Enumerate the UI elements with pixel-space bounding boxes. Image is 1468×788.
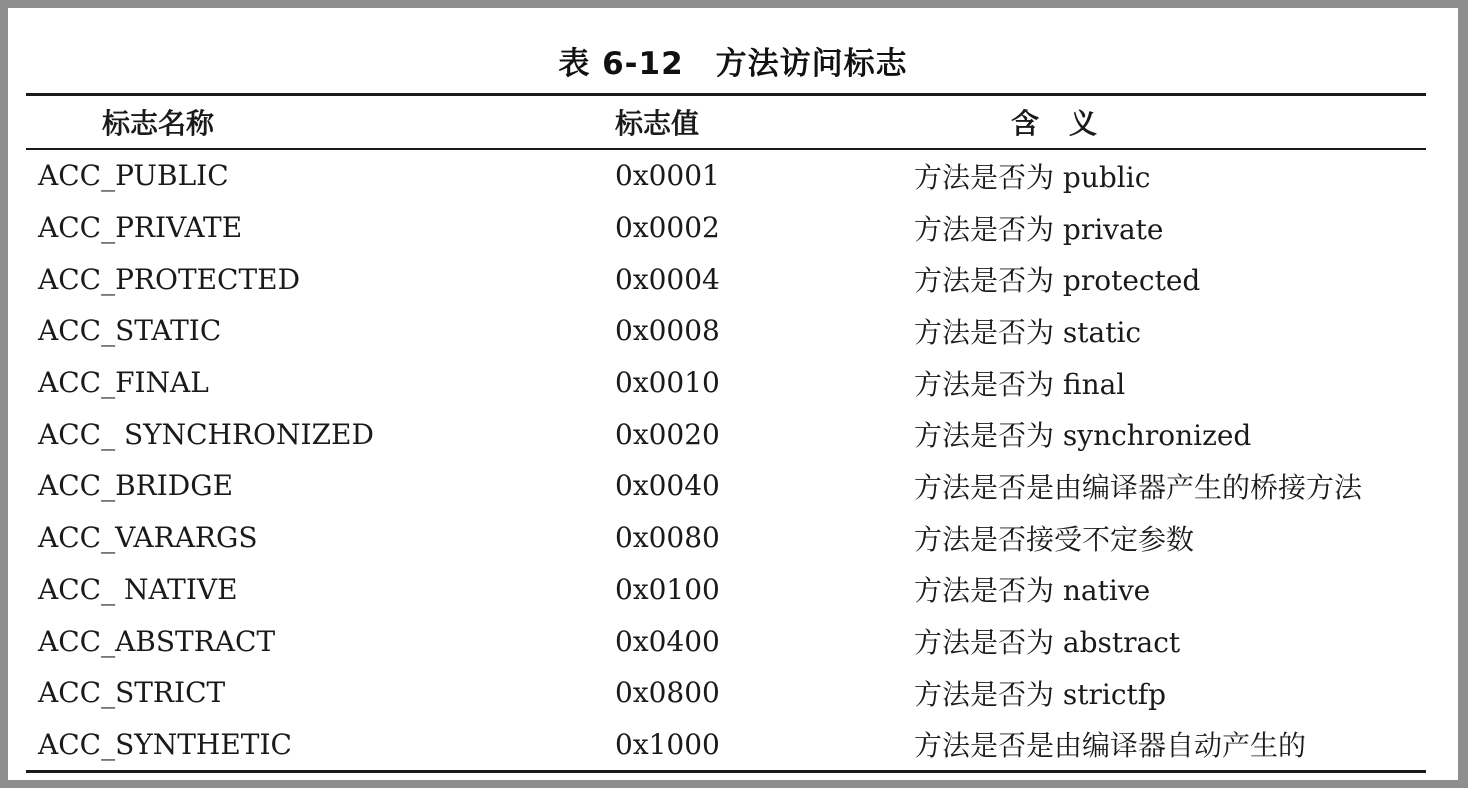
access-flags-table [26, 93, 1426, 773]
table-row [26, 253, 1426, 305]
flag-name-cell: ACC_PUBLIC [38, 159, 229, 193]
flag-meaning-cell: 方法是否是由编译器自动产生的 [914, 729, 1307, 763]
flag-name-cell: ACC_STRICT [38, 676, 226, 710]
flag-name-cell: ACC_ SYNCHRONIZED [38, 417, 374, 451]
flag-meaning-cell: 方法是否为 public [914, 160, 1151, 194]
table-bottom-rule [26, 770, 1426, 773]
flag-value-cell: 0x0002 [615, 211, 720, 245]
flag-meaning-cell: 方法是否为 protected [914, 264, 1201, 298]
flag-meaning-cell: 方法是否为 final [914, 367, 1126, 401]
flag-meaning-cell: 方法是否是由编译器产生的桥接方法 [914, 470, 1363, 504]
table-row [26, 202, 1426, 254]
flag-name-cell: ACC_PRIVATE [38, 211, 243, 245]
flag-name-cell: ACC_VARARGS [38, 521, 258, 555]
flag-name-cell: ACC_PROTECTED [38, 262, 301, 296]
flag-meaning-cell: 方法是否为 strictfp [914, 677, 1167, 711]
table-row [26, 564, 1426, 616]
table-row [26, 719, 1426, 771]
flag-value-cell: 0x1000 [615, 727, 720, 761]
flag-meaning-cell: 方法是否接受不定参数 [914, 522, 1195, 556]
header-flag-value: 标志值 [615, 107, 700, 140]
flag-name-cell: ACC_BRIDGE [38, 469, 234, 503]
flag-name-cell: ACC_FINAL [38, 366, 209, 400]
table-row [26, 615, 1426, 667]
flag-value-cell: 0x0100 [615, 572, 720, 606]
flag-meaning-cell: 方法是否为 native [914, 574, 1151, 608]
flag-meaning-cell: 方法是否为 synchronized [914, 419, 1252, 453]
table-row [26, 357, 1426, 409]
table-caption: 表 6-12 方法访问标志 [558, 46, 908, 82]
table-body [26, 150, 1426, 770]
flag-name-cell: ACC_STATIC [38, 314, 222, 348]
flag-value-cell: 0x0400 [615, 624, 720, 658]
flag-meaning-cell: 方法是否为 abstract [914, 626, 1181, 660]
flag-meaning-cell: 方法是否为 static [914, 315, 1142, 349]
flag-name-cell: ACC_SYNTHETIC [38, 727, 292, 761]
flag-value-cell: 0x0040 [615, 469, 720, 503]
table-row [26, 305, 1426, 357]
table-header-row [26, 96, 1426, 148]
table-row [26, 150, 1426, 202]
header-flag-name: 标志名称 [102, 107, 215, 140]
document-page [8, 8, 1458, 780]
flag-value-cell: 0x0004 [615, 262, 720, 296]
table-row [26, 667, 1426, 719]
flag-value-cell: 0x0800 [615, 676, 720, 710]
flag-value-cell: 0x0001 [615, 159, 720, 193]
table-row [26, 408, 1426, 460]
flag-value-cell: 0x0020 [615, 417, 720, 451]
flag-name-cell: ACC_ NATIVE [38, 572, 238, 606]
flag-value-cell: 0x0010 [615, 366, 720, 400]
flag-name-cell: ACC_ABSTRACT [38, 624, 276, 658]
table-row [26, 460, 1426, 512]
flag-value-cell: 0x0008 [615, 314, 720, 348]
flag-value-cell: 0x0080 [615, 521, 720, 555]
header-meaning: 含义 [1011, 107, 1128, 140]
flag-meaning-cell: 方法是否为 private [914, 212, 1164, 246]
table-row [26, 512, 1426, 564]
